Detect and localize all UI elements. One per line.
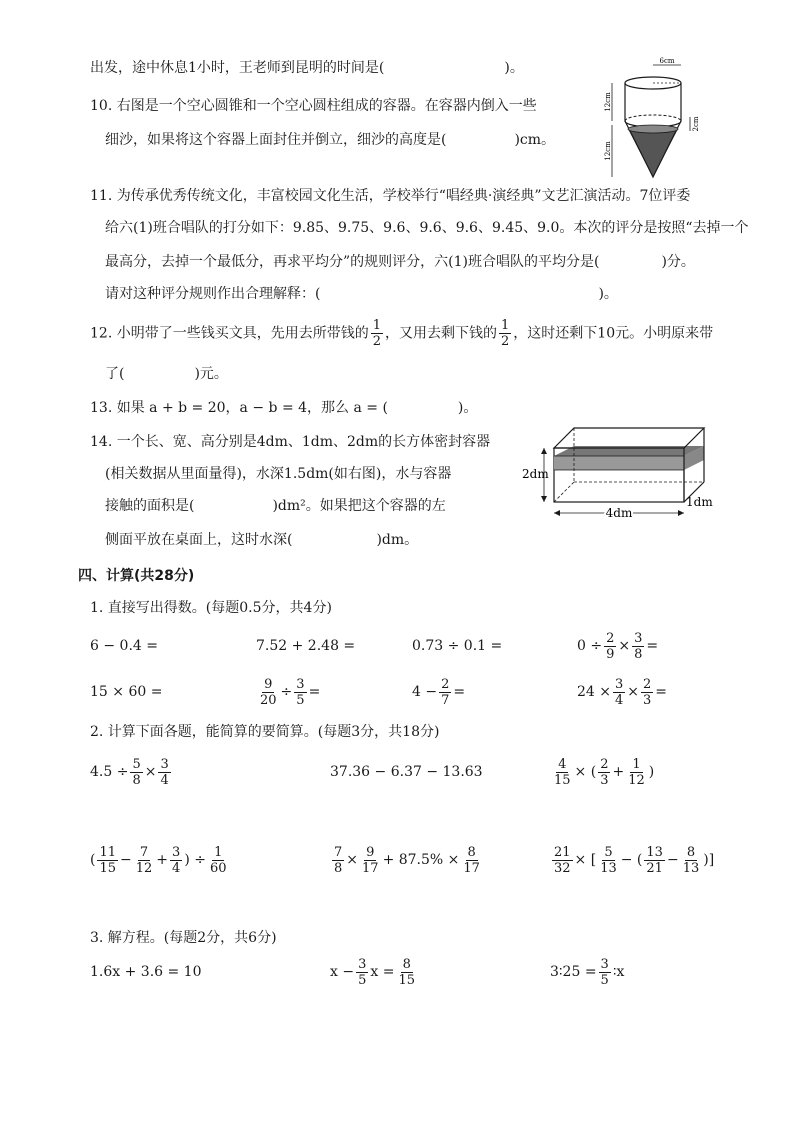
q11-end3: )分。 bbox=[661, 254, 695, 270]
q11-text4: 请对这种评分规则作出合理解释：( bbox=[105, 286, 321, 302]
q11-text3: 最高分，去掉一个最低分，再求平均分”的规则评分，六(1)班合唱队的平均分是( bbox=[105, 254, 600, 270]
q10-end: )cm。 bbox=[514, 132, 556, 148]
q12-text-b: ，又用去剩下钱的 bbox=[385, 325, 497, 342]
p2-e: $\frac{7}{8}$ × $\frac{9}{17}$ + 87.5% × $\frac{8}{17}$ bbox=[334, 844, 480, 876]
dim-12cm-top: 12cm bbox=[604, 92, 612, 112]
q11-line1: 11. 为传承优秀传统文化，丰富校园文化生活，学校举行“唱经典·演经典”文艺汇演活动。7位评委 bbox=[90, 188, 691, 204]
p1-g: 4 − $\frac{2}{7}$ = bbox=[412, 676, 466, 708]
q12-line2 bbox=[105, 364, 228, 384]
q12-end: )元。 bbox=[194, 366, 228, 382]
p1-b: 7.52 + 2.48 = bbox=[256, 638, 356, 654]
p2-c: $\frac{4}{15}$ × ( $\frac{2}{3}$ + $\frac{1}{12}$ ) bbox=[554, 756, 655, 788]
dim-6cm: 6cm bbox=[659, 57, 675, 65]
dim-4dm: 4dm bbox=[605, 506, 633, 520]
p3-c: 3∶25 = $\frac{3}{5}$ ∶x bbox=[550, 956, 625, 988]
container-figure bbox=[598, 55, 708, 185]
q14-text4: 侧面平放在桌面上，这时水深( bbox=[105, 532, 293, 548]
q9-text: 出发，途中休息1小时，王老师到昆明的时间是( bbox=[90, 60, 385, 76]
part2-title: 2. 计算下面各题，能简算的要简算。(每题3分，共18分) bbox=[90, 724, 440, 740]
cuboid-figure bbox=[516, 416, 746, 526]
q12-fraction-2: $\frac{1}{2}$ bbox=[501, 318, 510, 349]
q9-line bbox=[90, 58, 524, 78]
p1-e: 15 × 60 = bbox=[90, 684, 163, 700]
p2-f: $\frac{21}{32}$ × [ $\frac{5}{13}$ − ( $\frac{13}{21}$ − $\frac{8}{13}$ )] bbox=[554, 844, 715, 876]
p1-c: 0.73 ÷ 0.1 = bbox=[412, 638, 503, 654]
q14-line2: (相关数据从里面量得)，水深1.5dm(如右图)，水与容器 bbox=[105, 466, 452, 482]
p1-f: $\frac{9}{20}$ ÷ $\frac{3}{5}$ = bbox=[260, 676, 321, 708]
p1-a: 6 − 0.4 = bbox=[90, 638, 158, 654]
q12-line1 bbox=[90, 318, 713, 349]
q10-line2 bbox=[105, 130, 555, 150]
q14-mid3: )dm²。如果把这个容器的左 bbox=[272, 498, 446, 514]
q13-text: 13. 如果 a + b = 20，a − b = 4，那么 a = ( bbox=[90, 400, 388, 416]
dim-12cm-bottom: 12cm bbox=[604, 141, 612, 161]
q14-line4 bbox=[105, 530, 418, 550]
p2-a: 4.5 ÷ $\frac{5}{8}$ × $\frac{3}{4}$ bbox=[90, 756, 169, 788]
q12-text-c: ，这时还剩下10元。小明原来带 bbox=[513, 325, 714, 342]
part1-title: 1. 直接写出得数。(每题0.5分，共4分) bbox=[90, 600, 332, 616]
p1-h: 24 × $\frac{3}{4}$ × $\frac{2}{3}$ = bbox=[577, 676, 668, 708]
q11-line2: 给六(1)班合唱队的打分如下：9.85、9.75、9.6、9.6、9.6、9.45、9.0。本次的评分是按照“去掉一个 bbox=[105, 220, 749, 236]
q12-text-a: 12. 小明带了一些钱买文具，先用去所带钱的 bbox=[90, 325, 369, 342]
q11-end4: )。 bbox=[598, 286, 618, 302]
p1-d: 0 ÷ $\frac{2}{9}$ × $\frac{3}{8}$ = bbox=[577, 630, 659, 662]
p3-b: x − $\frac{3}{5}$ x = $\frac{8}{15}$ bbox=[330, 956, 415, 988]
dim-1dm: 1dm bbox=[686, 495, 713, 509]
section-4-title: 四、计算(共28分) bbox=[78, 568, 195, 584]
q9-end: )。 bbox=[504, 60, 524, 76]
q14-line1: 14. 一个长、宽、高分别是4dm、1dm、2dm的长方体密封容器 bbox=[90, 434, 491, 450]
q10-text: 细沙，如果将这个容器上面封住并倒立，细沙的高度是( bbox=[105, 132, 447, 148]
q11-line4 bbox=[105, 284, 618, 304]
dim-2dm: 2dm bbox=[522, 467, 549, 481]
q13-end: )。 bbox=[457, 400, 478, 416]
q14-end4: )dm。 bbox=[376, 532, 419, 548]
q13-line bbox=[90, 398, 477, 418]
p2-d: ( $\frac{11}{15}$ − $\frac{7}{12}$ + $\frac{3}{4}$ ) ÷ $\frac{1}{60}$ bbox=[90, 844, 227, 876]
part3-title: 3. 解方程。(每题2分，共6分) bbox=[90, 930, 277, 946]
q14-line3 bbox=[105, 496, 446, 516]
q11-line3 bbox=[105, 252, 695, 272]
dim-2cm: 2cm bbox=[692, 116, 700, 132]
q10-line1: 10. 右图是一个空心圆锥和一个空心圆柱组成的容器。在容器内倒入一些 bbox=[90, 98, 537, 114]
q12-text-2: 了( bbox=[105, 366, 125, 382]
p3-a: 1.6x + 3.6 = 10 bbox=[90, 964, 202, 980]
q12-fraction-1: $\frac{1}{2}$ bbox=[372, 318, 381, 349]
p2-b: 37.36 − 6.37 − 13.63 bbox=[330, 764, 483, 780]
q14-text3: 接触的面积是( bbox=[105, 498, 195, 514]
